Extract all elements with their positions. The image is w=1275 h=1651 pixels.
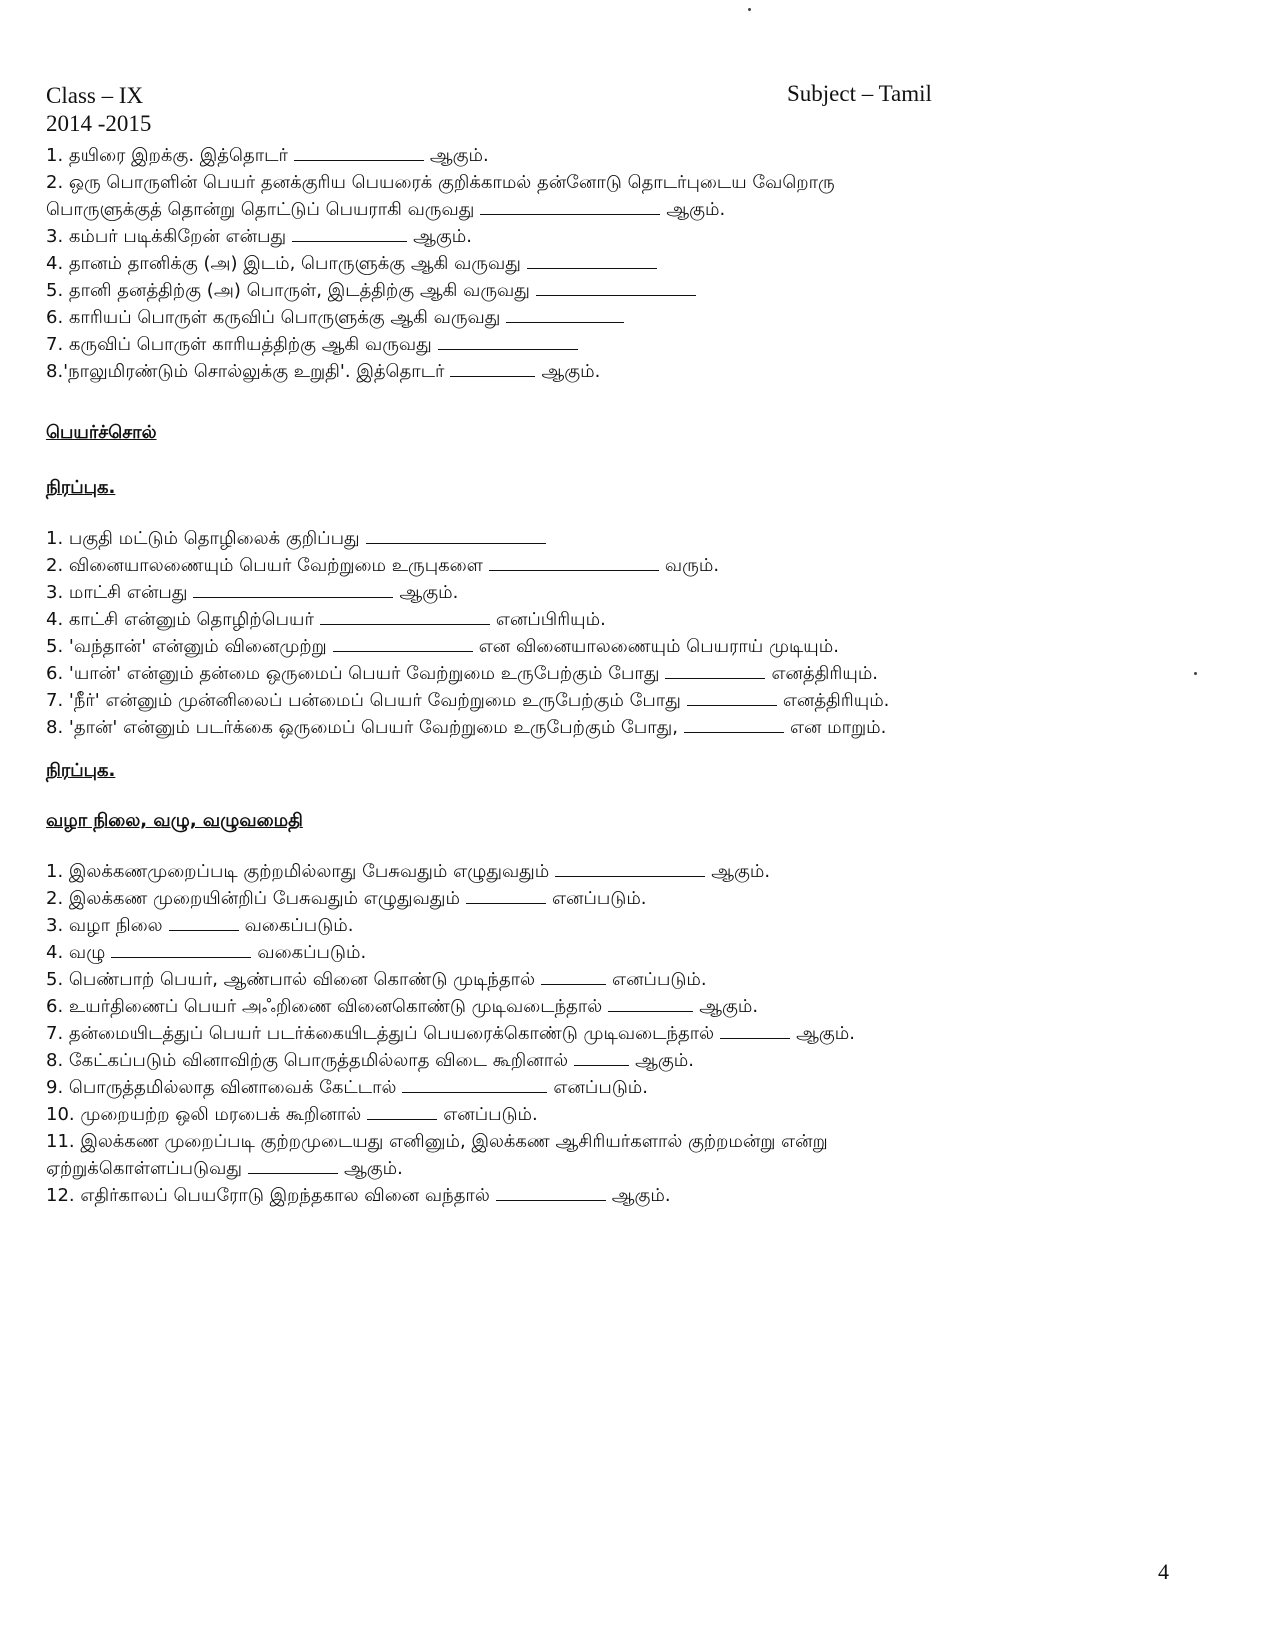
answer-blank (665, 662, 765, 679)
subject-label: Subject – Tamil (787, 81, 932, 106)
question-text: 8. 'தான்' என்னும் படர்க்கை ஒருமைப் பெயர் வேற்றுமை உருபேற்கும் போது, (46, 717, 678, 738)
question-line (46, 142, 1215, 169)
question-text: 6. காரியப் பொருள் கருவிப் பொருளுக்கு ஆகி வருவது (46, 307, 501, 328)
section2-question-list (46, 525, 1215, 741)
question-text: 3. வழா நிலை (46, 915, 163, 936)
question-text: 3. கம்பர் படிக்கிறேன் என்பது (46, 226, 287, 247)
answer-blank (367, 1103, 437, 1120)
question-text: 1. தயிரை இறக்கு. இத்தொடர் (46, 145, 288, 166)
question-text: 6. உயர்திணைப் பெயர் அஃறிணை வினைகொண்டு முடிவடைந்தால் (46, 996, 603, 1017)
question-suffix: எனத்திரியும். (782, 690, 890, 711)
answer-blank (466, 887, 546, 904)
question-text: 2. இலக்கண முறையின்றிப் பேசுவதும் எழுதுவதும் (46, 888, 460, 909)
question-text: 8. கேட்கப்படும் வினாவிற்கு பொருத்தமில்லாத விடை கூறினால் (46, 1050, 569, 1071)
answer-blank (506, 306, 624, 323)
question-line (46, 196, 1215, 223)
question-suffix: என வினையாலணையும் பெயராய் முடியும். (478, 636, 839, 657)
question-text: 9. பொருத்தமில்லாத வினாவைக் கேட்டால் (46, 1077, 397, 1098)
question-suffix: ஆகும். (666, 199, 726, 220)
question-line (46, 1047, 1215, 1074)
question-line (46, 1101, 1215, 1128)
question-text: 8.'நாலுமிரண்டும் சொல்லுக்கு உறுதி'. இத்தொடர் (46, 361, 445, 382)
answer-blank (527, 252, 657, 269)
question-text: 6. 'யான்' என்னும் தன்மை ஒருமைப் பெயர் வேற்றுமை உருபேற்கும் போது (46, 663, 660, 684)
answer-blank (720, 1022, 790, 1039)
question-text: 2. ஒரு பொருளின் பெயர் தனக்குரிய பெயரைக் குறிக்காமல் தன்னோடு தொடர்புடைய வேறொரு (46, 172, 835, 193)
answer-blank (438, 333, 578, 350)
question-suffix: வரும். (664, 555, 720, 576)
question-suffix: ஆகும். (429, 145, 489, 166)
answer-blank (402, 1076, 547, 1093)
question-line (46, 331, 1215, 358)
answer-blank (687, 689, 777, 706)
question-line (46, 966, 1215, 993)
question-line (46, 858, 1215, 885)
academic-year-label: 2014 -2015 (46, 111, 152, 136)
question-suffix: எனப்படும். (612, 969, 707, 990)
question-suffix: எனப்படும். (551, 888, 647, 909)
question-line (46, 993, 1215, 1020)
answer-blank (541, 968, 606, 985)
question-line (46, 606, 1215, 633)
question-text: 5. 'வந்தான்' என்னும் வினைமுற்று (46, 636, 327, 657)
question-line (46, 304, 1215, 331)
question-suffix: என மாறும். (789, 717, 887, 738)
question-line (46, 633, 1215, 660)
section3-question-list (46, 858, 1215, 1209)
question-line (46, 250, 1215, 277)
answer-blank (574, 1049, 629, 1066)
answer-blank (496, 1184, 606, 1201)
question-suffix: எனப்பிரியும். (495, 609, 606, 630)
question-line (46, 358, 1215, 385)
question-line (46, 552, 1215, 579)
question-suffix: ஆகும். (399, 582, 459, 603)
question-line (46, 912, 1215, 939)
question-text: 5. பெண்பாற் பெயர், ஆண்பால் வினை கொண்டு முடிந்தால் (46, 969, 536, 990)
question-text: 1. இலக்கணமுறைப்படி குற்றமில்லாது பேசுவதும் எழுதுவதும் (46, 861, 550, 882)
section3-subheading: நிரப்புக. (46, 760, 116, 781)
answer-blank (684, 716, 784, 733)
answer-blank (480, 198, 660, 215)
question-line (46, 1182, 1215, 1209)
section1-question-list (46, 142, 1215, 385)
answer-blank (320, 608, 490, 625)
answer-blank (450, 360, 535, 377)
answer-blank (489, 554, 659, 571)
question-suffix: எனப்படும். (553, 1077, 648, 1098)
question-text: 7. தன்மையிடத்துப் பெயர் படர்க்கையிடத்துப் பெயரைக்கொண்டு முடிவடைந்தால் (46, 1023, 715, 1044)
answer-blank (294, 144, 424, 161)
scan-speck (748, 8, 751, 11)
section3-heading: வழா நிலை, வழு, வழுவமைதி (46, 810, 303, 831)
question-suffix: ஆகும். (611, 1185, 671, 1206)
question-line (46, 939, 1215, 966)
answer-blank (333, 635, 473, 652)
answer-blank (111, 941, 251, 958)
answer-blank (536, 279, 696, 296)
answer-blank (193, 581, 393, 598)
question-line (46, 525, 1215, 552)
question-text: 7. கருவிப் பொருள் காரியத்திற்கு ஆகி வருவது (46, 334, 432, 355)
question-text: பொருளுக்குத் தொன்று தொட்டுப் பெயராகி வருவது (46, 199, 475, 220)
answer-blank (169, 914, 239, 931)
answer-blank (555, 860, 705, 877)
question-text: 5. தானி தனத்திற்கு (அ) பொருள், இடத்திற்கு ஆகி வருவது (46, 280, 530, 301)
question-line (46, 1155, 1215, 1182)
question-suffix: ஆகும். (699, 996, 759, 1017)
question-line (46, 223, 1215, 250)
question-suffix: எனப்படும். (443, 1104, 538, 1125)
question-text: 4. வழு (46, 942, 106, 963)
question-suffix: எனத்திரியும். (771, 663, 879, 684)
question-text: 10. முறையற்ற ஒலி மரபைக் கூறினால் (46, 1104, 362, 1125)
answer-blank (608, 995, 693, 1012)
section2-subheading: நிரப்புக. (46, 477, 116, 498)
question-line (46, 169, 1215, 196)
question-suffix: ஆகும். (796, 1023, 855, 1044)
question-text: ஏற்றுக்கொள்ளப்படுவது (46, 1158, 242, 1179)
question-suffix: ஆகும். (413, 226, 472, 247)
question-suffix: ஆகும். (343, 1158, 403, 1179)
answer-blank (292, 225, 407, 242)
question-text: 7. 'நீர்' என்னும் முன்னிலைப் பன்மைப் பெயர் வேற்றுமை உருபேற்கும் போது (46, 690, 681, 711)
question-text: 11. இலக்கண முறைப்படி குற்றமுடையது எனினும், இலக்கண ஆசிரியர்களால் குற்றமன்று என்று (46, 1131, 828, 1152)
answer-blank (366, 527, 546, 544)
question-text: 4. காட்சி என்னும் தொழிற்பெயர் (46, 609, 314, 630)
question-line (46, 687, 1215, 714)
question-text: 3. மாட்சி என்பது (46, 582, 188, 603)
question-line (46, 579, 1215, 606)
class-label: Class – IX (46, 83, 144, 108)
page-number: 4 (1158, 1559, 1169, 1584)
question-text: 1. பகுதி மட்டும் தொழிலைக் குறிப்பது (46, 528, 360, 549)
question-suffix: ஆகும். (635, 1050, 694, 1071)
scan-speck (1194, 672, 1197, 675)
question-line (46, 1128, 1215, 1155)
question-suffix: வகைப்படும். (244, 915, 354, 936)
question-line (46, 1074, 1215, 1101)
question-text: 2. வினையாலணையும் பெயர் வேற்றுமை உருபுகளை (46, 555, 483, 576)
question-text: 12. எதிர்காலப் பெயரோடு இறந்தகால வினை வந்தால் (46, 1185, 490, 1206)
section2-heading: பெயர்ச்சொல் (46, 422, 157, 443)
question-line (46, 885, 1215, 912)
question-text: 4. தானம் தானிக்கு (அ) இடம், பொருளுக்கு ஆகி வருவது (46, 253, 521, 274)
question-line (46, 660, 1215, 687)
question-suffix: வகைப்படும். (257, 942, 367, 963)
question-line (46, 714, 1215, 741)
answer-blank (248, 1157, 338, 1174)
question-line (46, 1020, 1215, 1047)
question-line (46, 277, 1215, 304)
question-suffix: ஆகும். (711, 861, 771, 882)
question-suffix: ஆகும். (541, 361, 601, 382)
